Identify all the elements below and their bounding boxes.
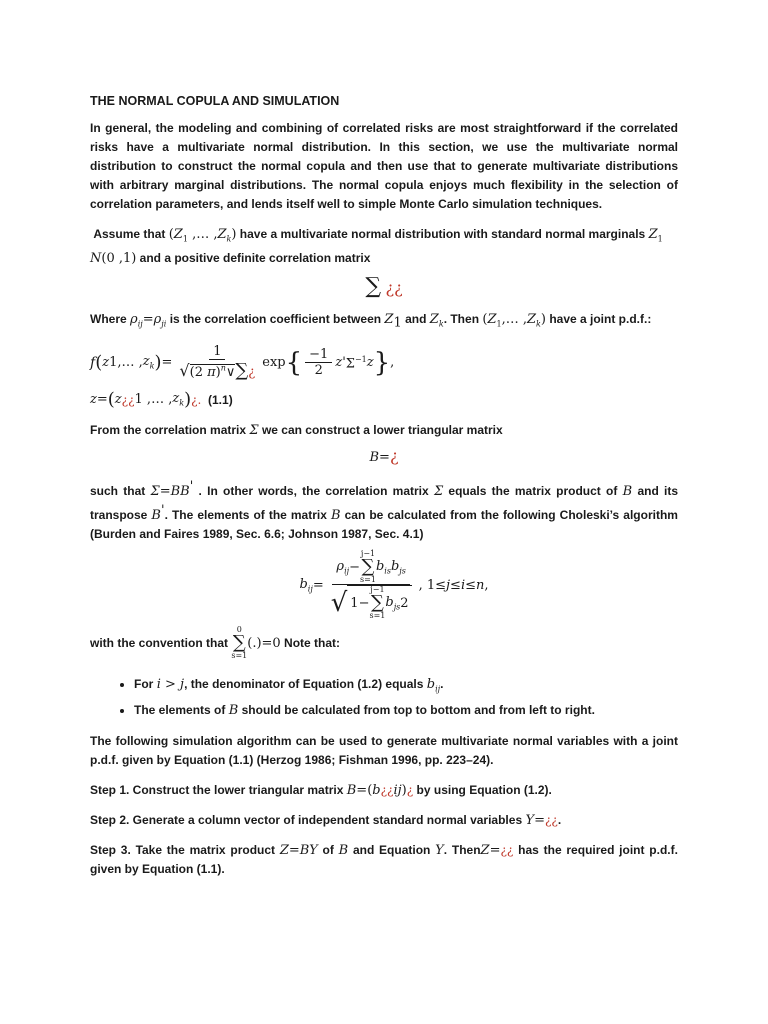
- z-vector-equation: z = ( z ¿¿ 1 ,… , $z_k$ ) ¿. (1.1): [90, 389, 233, 411]
- normalizing-fraction: $\frac{1}{√(2 \pi)^n\vee\sum¿}$: [179, 344, 256, 382]
- where-text: Where: [90, 311, 127, 326]
- step-1: Step 1. Construct the lower triangular matrix B=(b¿¿ij)¿ by using Equation (1.2).: [90, 782, 552, 798]
- marginals-text: have a multivariate normal distribution with standard normal marginals: [239, 227, 646, 241]
- cholesky-formula: $b_{ij}$ = $\rho_{ij}$ − j−1 ∑ s=1 $b_{is}b_{js}$ √ 1− j−1 ∑ s=1 $b_{js}$ 2 , 1≤ j ≤ i ≤ n ,: [299, 549, 489, 621]
- rho-math: $\rho_{ij}$: [130, 311, 143, 329]
- sigma-symbol: ∑: [365, 273, 382, 299]
- equals-product-text: equals the matrix product of: [448, 484, 618, 499]
- normal-dist-math: N(0 ,1): [90, 250, 137, 266]
- section-title: THE NORMAL COPULA AND SIMULATION: [90, 94, 340, 108]
- z-vector-math: ($Z_1$ ,… $,Z_k$): [168, 227, 237, 244]
- intro-paragraph: In general, the modeling and combining of correlated risks are most straightforward if the correlated risks have a multivariate normal distribution. In this section, we use the multivariate normal distribution to construct the normal copula and then use that to generate multivariate distributions with arbitrary marginal distributions. The normal copula enjoys much flexibility in the selection of correlation parameters, and lends itself well to simple Monte Carlo simulation techniques.: [90, 121, 678, 211]
- pdf-text: have a joint p.d.f.:: [549, 311, 652, 326]
- step-2: Step 2. Generate a column vector of independent standard normal variables Y=¿¿.: [90, 812, 562, 828]
- list-item: • The elements of B should be calculated from top to bottom and from left to right.: [134, 700, 678, 721]
- z1-math: Z: [384, 311, 394, 327]
- zk-math: $Z_k$: [429, 311, 444, 329]
- lower-triangular-paragraph: From the correlation matrix Σ we can construct a lower triangular matrix: [90, 423, 503, 439]
- transpose-text: and its transpose: [90, 484, 679, 523]
- choleski-text: can be calculated from the following Choleski’s algorithm (Burden and Faires 1989, Sec. 6.6; Johnson 1987, Sec. 4.1): [90, 508, 678, 542]
- z-vector-math: ($Z_1,\dots$ $,Z_k$): [482, 311, 546, 329]
- from-matrix-text: From the correlation matrix: [90, 423, 247, 438]
- then-text: . Then: [443, 311, 480, 326]
- note-that-text: Note that:: [284, 635, 341, 650]
- assume-text: Assume that: [93, 227, 166, 241]
- equation-label-1-1: (1.1): [208, 392, 233, 407]
- such-that-text: such that: [90, 484, 146, 499]
- joint-pdf-equation: f ( z 1 ,… , $z_k$ ) = $\frac{1}{√(2 \pi)^n\vee\sum¿}$ exp { $\frac{-1}{2}$ z ' $\Sigma^{-1}$ z } ,: [90, 344, 395, 382]
- and-text: and: [405, 311, 427, 326]
- document-page: [90, 94, 678, 890]
- step-3: Step 3. Take the matrix product Z=BY of B and Equation Y. ThenZ=¿¿ has the required joint p.d.f. given by Equation (1.1).: [90, 842, 678, 876]
- construct-text: we can construct a lower triangular matrix: [261, 423, 503, 438]
- list-item: • For i > j, the denominator of Equation (1.2) equals $b_{ij}$.: [134, 674, 678, 700]
- sigma-matrix-equation: [90, 274, 678, 299]
- cholesky-paragraph: such that Σ=BB' . In other words, the correlation matrix Σ equals the matrix product of B and its transpose B'. The elements of the matrix B can be calculated from the following Choleski’s algorithm (Burden and Faires 1989, Sec. 6.6; Johnson 1987, Sec. 4.1): [90, 479, 679, 542]
- elements-text: . The elements of the matrix: [164, 508, 327, 523]
- correlation-coefficient-paragraph: Where $\rho_{ij}=\rho_{ji}$ is the correlation coefficient between $Z_1$ and $Z_k$. Then ($Z_1,\dots$ $,Z_k$) have a joint p.d.f.:: [90, 311, 652, 330]
- missing-glyph: ¿¿: [385, 277, 403, 297]
- correlation-matrix-text: and a positive definite correlation matrix: [139, 250, 371, 265]
- convention-text: with the convention that: [90, 635, 228, 650]
- cholesky-fraction: $\rho_{ij}$ − j−1 ∑ s=1 $b_{is}b_{js}$ √ 1− j−1 ∑ s=1 $b_{js}$ 2: [327, 550, 416, 620]
- coefficient-text: is the correlation coefficient between: [169, 311, 382, 326]
- b-matrix-equation: B=¿: [369, 446, 399, 466]
- convention-paragraph: with the convention that 0 ∑ s=1 (.)=0 Note that:: [90, 625, 341, 661]
- simulation-algorithm-paragraph: The following simulation algorithm can be used to generate multivariate normal variables with a joint p.d.f. given by Equation (1.1) (Herzog 1986; Fishman 1996, pp. 223–24).: [90, 733, 678, 767]
- z1-math: $Z_1$: [648, 227, 663, 244]
- in-other-words-text: . In other words, the correlation matrix: [198, 484, 429, 499]
- assumption-paragraph: [90, 225, 678, 268]
- notes-list: [90, 674, 678, 721]
